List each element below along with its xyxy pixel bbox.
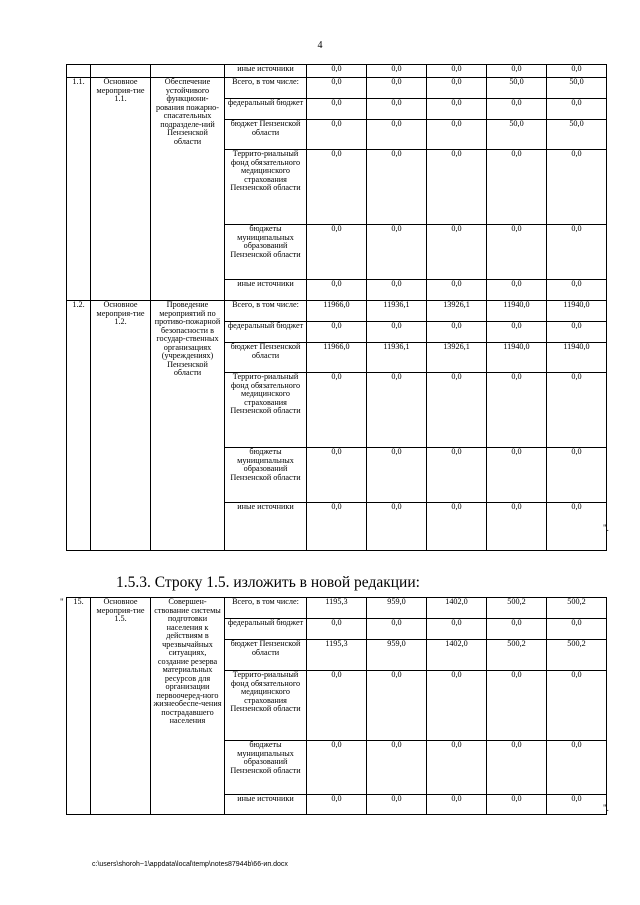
value-cell: 0,0 xyxy=(307,322,367,343)
value-cell: 0,0 xyxy=(367,120,427,150)
value-cell: 0,0 xyxy=(307,373,367,448)
value-cell: 0,0 xyxy=(307,741,367,795)
value-cell: 0,0 xyxy=(487,619,547,640)
value-cell: 0,0 xyxy=(307,503,367,551)
budget-table-2 xyxy=(66,597,607,815)
value-cell: 50,0 xyxy=(487,120,547,150)
value-cell: 0,0 xyxy=(307,448,367,503)
source-cell: бюджет Пензенской области xyxy=(225,120,307,150)
description-cell xyxy=(151,65,225,78)
value-cell: 1402,0 xyxy=(427,640,487,671)
value-cell: 0,0 xyxy=(427,741,487,795)
value-cell: 0,0 xyxy=(547,795,607,815)
value-cell: 0,0 xyxy=(547,373,607,448)
value-cell: 1195,3 xyxy=(307,598,367,619)
value-cell: 0,0 xyxy=(307,78,367,99)
source-cell: иные источники xyxy=(225,503,307,551)
value-cell: 11940,0 xyxy=(487,301,547,322)
value-cell: 0,0 xyxy=(367,448,427,503)
value-cell: 0,0 xyxy=(427,373,487,448)
value-cell: 0,0 xyxy=(487,225,547,280)
closing-quote-1: ". xyxy=(603,523,609,533)
number-cell: 15. xyxy=(67,598,91,815)
value-cell: 0,0 xyxy=(367,373,427,448)
value-cell: 50,0 xyxy=(547,78,607,99)
value-cell: 0,0 xyxy=(427,795,487,815)
value-cell: 11966,0 xyxy=(307,301,367,322)
source-cell: иные источники xyxy=(225,65,307,78)
value-cell: 0,0 xyxy=(367,150,427,225)
value-cell: 0,0 xyxy=(427,99,487,120)
value-cell: 11940,0 xyxy=(487,343,547,373)
value-cell: 0,0 xyxy=(547,65,607,78)
value-cell: 0,0 xyxy=(307,120,367,150)
source-cell: федеральный бюджет xyxy=(225,99,307,120)
value-cell: 0,0 xyxy=(367,741,427,795)
name-cell: Основное мероприя-тие 1.1. xyxy=(91,78,151,301)
value-cell: 959,0 xyxy=(367,640,427,671)
value-cell: 500,2 xyxy=(487,640,547,671)
value-cell: 0,0 xyxy=(487,280,547,301)
value-cell: 50,0 xyxy=(547,120,607,150)
value-cell: 0,0 xyxy=(427,503,487,551)
value-cell: 0,0 xyxy=(367,99,427,120)
value-cell: 11936,1 xyxy=(367,343,427,373)
table-row xyxy=(67,78,607,99)
source-cell: Всего, в том числе: xyxy=(225,301,307,322)
value-cell: 0,0 xyxy=(367,280,427,301)
source-cell: Террито-риальный фонд обязательного медицинского страхования Пензенской области xyxy=(225,671,307,741)
value-cell: 1402,0 xyxy=(427,598,487,619)
value-cell: 13926,1 xyxy=(427,343,487,373)
value-cell: 0,0 xyxy=(427,280,487,301)
value-cell: 0,0 xyxy=(367,322,427,343)
value-cell: 0,0 xyxy=(307,671,367,741)
page-number: 4 xyxy=(317,40,323,51)
value-cell: 11966,0 xyxy=(307,343,367,373)
value-cell: 0,0 xyxy=(427,448,487,503)
value-cell: 0,0 xyxy=(307,280,367,301)
value-cell: 0,0 xyxy=(307,99,367,120)
value-cell: 0,0 xyxy=(427,619,487,640)
value-cell: 0,0 xyxy=(547,322,607,343)
value-cell: 0,0 xyxy=(547,671,607,741)
value-cell: 0,0 xyxy=(547,99,607,120)
value-cell: 0,0 xyxy=(427,671,487,741)
value-cell: 0,0 xyxy=(427,150,487,225)
source-cell: бюджеты муниципальных образований Пензенской области xyxy=(225,448,307,503)
number-cell xyxy=(67,65,91,78)
value-cell: 0,0 xyxy=(487,99,547,120)
source-cell: федеральный бюджет xyxy=(225,322,307,343)
table-row xyxy=(67,65,607,78)
value-cell: 0,0 xyxy=(547,225,607,280)
value-cell: 11940,0 xyxy=(547,301,607,322)
source-cell: Всего, в том числе: xyxy=(225,598,307,619)
table-row xyxy=(67,598,607,619)
value-cell: 0,0 xyxy=(307,619,367,640)
value-cell: 0,0 xyxy=(547,619,607,640)
value-cell: 0,0 xyxy=(487,671,547,741)
footer-file-path: c:\users\shoroh~1\appdata\local\temp\notes87944b\66-ип.docx xyxy=(92,861,288,868)
budget-table-1 xyxy=(66,64,607,551)
value-cell: 0,0 xyxy=(487,795,547,815)
name-cell xyxy=(91,65,151,78)
value-cell: 0,0 xyxy=(427,120,487,150)
source-cell: Всего, в том числе: xyxy=(225,78,307,99)
value-cell: 0,0 xyxy=(367,503,427,551)
source-cell: бюджет Пензенской области xyxy=(225,640,307,671)
source-cell: иные источники xyxy=(225,795,307,815)
value-cell: 0,0 xyxy=(367,619,427,640)
value-cell: 0,0 xyxy=(307,150,367,225)
value-cell: 11936,1 xyxy=(367,301,427,322)
value-cell: 0,0 xyxy=(547,150,607,225)
value-cell: 0,0 xyxy=(487,741,547,795)
value-cell: 0,0 xyxy=(547,741,607,795)
name-cell: Основное мероприя-тие 1.5. xyxy=(91,598,151,815)
table-row xyxy=(67,301,607,322)
value-cell: 0,0 xyxy=(367,671,427,741)
value-cell: 0,0 xyxy=(547,503,607,551)
description-cell: Проведение мероприятий по противо-пожарной безопасности в государ-ственных организациях (учреждениях) Пензенской области xyxy=(151,301,225,551)
value-cell: 0,0 xyxy=(487,373,547,448)
value-cell: 0,0 xyxy=(427,78,487,99)
source-cell: иные источники xyxy=(225,280,307,301)
value-cell: 0,0 xyxy=(367,795,427,815)
value-cell: 0,0 xyxy=(487,65,547,78)
value-cell: 0,0 xyxy=(307,65,367,78)
section-heading: 1.5.3. Строку 1.5. изложить в новой редакции: xyxy=(116,574,420,591)
value-cell: 500,2 xyxy=(547,598,607,619)
source-cell: федеральный бюджет xyxy=(225,619,307,640)
value-cell: 13926,1 xyxy=(427,301,487,322)
value-cell: 0,0 xyxy=(487,448,547,503)
source-cell: бюджеты муниципальных образований Пензенской области xyxy=(225,225,307,280)
value-cell: 500,2 xyxy=(487,598,547,619)
value-cell: 0,0 xyxy=(427,322,487,343)
value-cell: 959,0 xyxy=(367,598,427,619)
value-cell: 0,0 xyxy=(367,65,427,78)
value-cell: 0,0 xyxy=(427,65,487,78)
value-cell: 11940,0 xyxy=(547,343,607,373)
description-cell: Обеспечение устойчивого функциони-рования пожарно-спасательных подразделе-ний Пензенской области xyxy=(151,78,225,301)
source-cell: Террито-риальный фонд обязательного медицинского страхования Пензенской области xyxy=(225,150,307,225)
number-cell: 1.2. xyxy=(67,301,91,551)
value-cell: 0,0 xyxy=(487,150,547,225)
description-cell: Совершен-ствование системы подготовки населения к действиям в чрезвычайных ситуациях, создание резерва материальных ресурсов для организации первоочеред-ного жизнеобеспе-чения пострадавшего населения xyxy=(151,598,225,815)
source-cell: Террито-риальный фонд обязательного медицинского страхования Пензенской области xyxy=(225,373,307,448)
value-cell: 50,0 xyxy=(487,78,547,99)
value-cell: 0,0 xyxy=(307,795,367,815)
value-cell: 0,0 xyxy=(367,78,427,99)
value-cell: 0,0 xyxy=(367,225,427,280)
source-cell: бюджет Пензенской области xyxy=(225,343,307,373)
opening-quote: " xyxy=(60,597,64,607)
value-cell: 0,0 xyxy=(487,322,547,343)
name-cell: Основное мероприя-тие 1.2. xyxy=(91,301,151,551)
value-cell: 0,0 xyxy=(307,225,367,280)
value-cell: 0,0 xyxy=(427,225,487,280)
number-cell: 1.1. xyxy=(67,78,91,301)
closing-quote-2: ". xyxy=(603,803,609,813)
value-cell: 0,0 xyxy=(487,503,547,551)
value-cell: 1195,3 xyxy=(307,640,367,671)
value-cell: 500,2 xyxy=(547,640,607,671)
value-cell: 0,0 xyxy=(547,280,607,301)
source-cell: бюджеты муниципальных образований Пензенской области xyxy=(225,741,307,795)
value-cell: 0,0 xyxy=(547,448,607,503)
